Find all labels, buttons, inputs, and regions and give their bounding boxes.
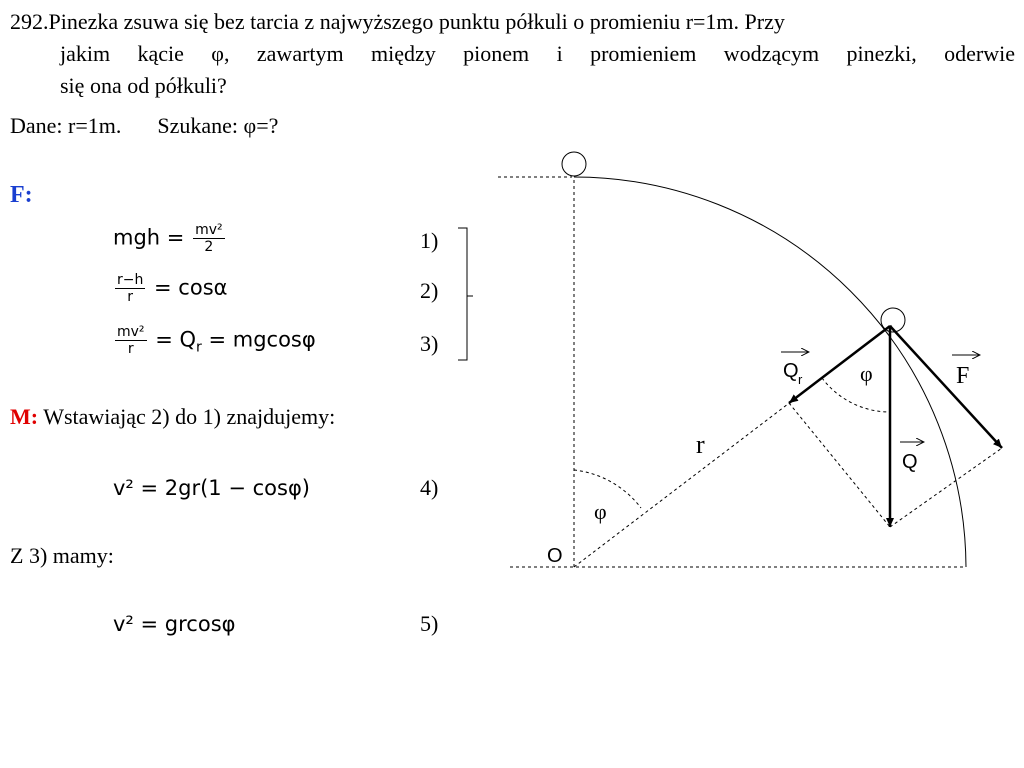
label-phi-bottom: φ: [594, 499, 607, 524]
label-q: Q: [902, 451, 918, 473]
label-r: r: [696, 430, 705, 459]
given-szukane: Szukane: φ=?: [157, 113, 279, 138]
eq2-rhs: = cosα: [147, 275, 228, 300]
pin-top-circle: [562, 152, 586, 176]
parallelogram-dash-1: [789, 403, 890, 527]
equation-5: v² = grcosφ: [113, 612, 236, 636]
section-m-text: Wstawiając 2) do 1) znajdujemy:: [38, 404, 336, 429]
label-f: F: [956, 363, 970, 389]
label-o: O: [547, 545, 563, 567]
eq2-denominator: r: [127, 289, 134, 305]
problem-line-2: jakim kącie φ, zawartym między pionem i promieniem wodzącym pinezki, oderwie: [60, 41, 1015, 66]
equation-5-number: 5): [420, 611, 439, 636]
eq1-numerator: mv²: [195, 222, 223, 238]
eq1-lhs: mgh =: [113, 225, 185, 250]
eq3-rhs: = Q: [148, 327, 197, 352]
label-qr: Q: [783, 360, 799, 382]
problem-line-1: 292.Pinezka zsuwa się bez tarcia z najwyższego punktu półkuli o promieniu r=1m. Przy: [10, 9, 785, 34]
eq2-numerator: r−h: [117, 272, 144, 288]
section-m-label: M:: [10, 404, 39, 429]
equation-3-number: 3): [420, 331, 439, 356]
label-phi-top: φ: [860, 361, 873, 386]
eq3-rhs2: = mgcosφ: [201, 327, 316, 352]
angle-arc-top: [822, 378, 890, 412]
z3-text: Z 3) mamy:: [10, 543, 114, 568]
eq3-denominator: r: [127, 341, 134, 357]
equation-4-number: 4): [420, 475, 439, 500]
eq3-numerator: mv²: [117, 324, 145, 340]
hemisphere-arc: [574, 177, 966, 567]
problem-line-3: się ona od półkuli?: [60, 73, 227, 98]
angle-arc-bottom: [574, 470, 641, 508]
vector-f: [890, 326, 1002, 448]
equation-4: v² = 2gr(1 − cosφ): [113, 476, 310, 500]
section-f-label: F:: [10, 182, 33, 208]
given-dane: Dane: r=1m.: [10, 113, 122, 138]
equation-2-number: 2): [420, 278, 439, 303]
label-qr-sub: r: [798, 372, 803, 387]
eq3-subscript: r: [196, 339, 202, 356]
equation-1-number: 1): [420, 228, 439, 253]
vector-qr: [789, 326, 890, 403]
eq1-denominator: 2: [204, 239, 214, 255]
